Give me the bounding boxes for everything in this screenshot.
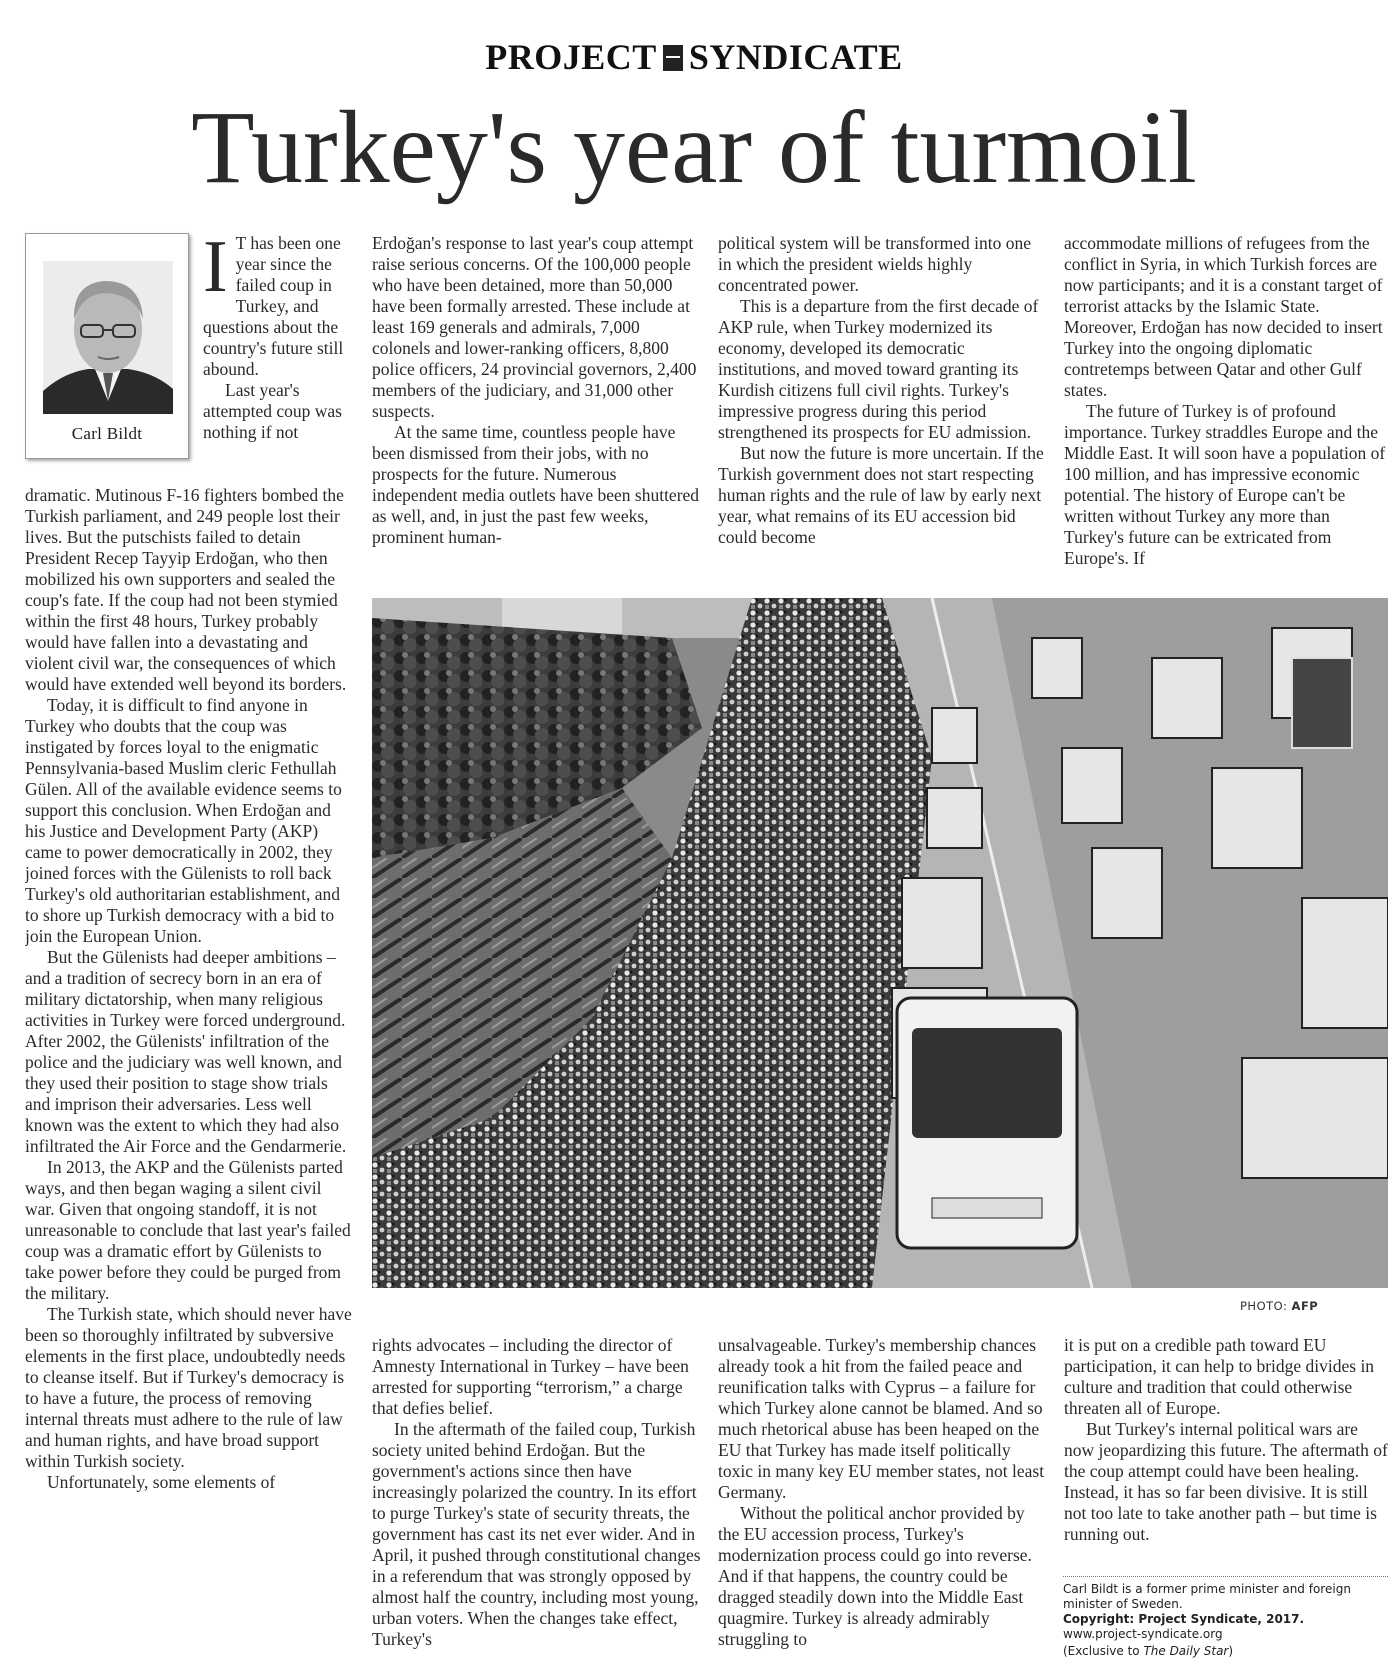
column-4-top: [1064, 233, 1388, 569]
paragraph: The future of Turkey is of profound importance. Turkey straddles Europe and the Middle East. It will soon have a population of 100 million, and has impressive economic potential. The history of Europe can't be written without Turkey any more than Turkey's future can be extricated from Europe's. If: [1064, 401, 1386, 568]
bio-divider: [1063, 1576, 1388, 1577]
drop-cap: I: [203, 226, 228, 308]
column-4-bottom: [1064, 1335, 1388, 1570]
author-bio: [1063, 1582, 1388, 1659]
column-1: [25, 485, 355, 1663]
photo-credit-label: PHOTO:: [1240, 1299, 1288, 1313]
author-name: Carl Bildt: [71, 424, 143, 443]
intro-text: T has been one year since the failed coup in Turkey, and questions about the country's future still abound.: [203, 233, 344, 379]
bio-line: Carl Bildt is a former prime minister and foreign minister of Sweden.: [1063, 1582, 1351, 1611]
article-intro: [203, 226, 351, 443]
exclusive-prefix: (Exclusive to: [1063, 1644, 1144, 1658]
exclusive-note: [1063, 1644, 1388, 1659]
website-link[interactable]: www.project-syndicate.org: [1063, 1627, 1223, 1641]
copyright: Copyright: Project Syndicate, 2017.: [1063, 1612, 1305, 1626]
paragraph: Today, it is difficult to find anyone in Turkey who doubts that the coup was instigated by forces loyal to the enigmatic Pennsylvania-based Muslim cleric Fethullah Gülen. All of the available evidence seems to support this conclusion. When Erdoğan and his Justice and Development Party (AKP) came to power democratically in 2002, they joined forces with the Gülenists to roll back Turkey's old authoritarian establishment, and to shore up Turkish democracy with a bid to join the European Union.: [25, 695, 342, 946]
paragraph: Erdoğan's response to last year's coup attempt raise serious concerns. Of the 100,000 people who have been detained, more than 50,000 have been formally arrested. These include at least 169 generals and admirals, 7,000 colonels and lower-ranking officers, 8,800 police officers, 24 provincial governors, 2,400 members of the judiciary, and 31,000 other suspects.: [372, 233, 697, 421]
paragraph: In the aftermath of the failed coup, Turkish society united behind Erdoğan. But the government's actions since then have increasingly polarized the country. In its effort to purge Turkey's state of security threats, the government has cast its net ever wider. And in April, it pushed through constitutional changes in a referendum that was strongly opposed by almost half the country, including most young, urban voters. When the changes take effect, Turkey's: [372, 1419, 701, 1649]
intro-paragraph-2: Last year's attempted coup was nothing if not: [203, 380, 342, 442]
paragraph: political system will be transformed into one in which the president wields highly concentrated power.: [718, 233, 1031, 295]
paragraph: Without the political anchor provided by the EU accession process, Turkey's modernization process could go into reverse. And if that happens, the country could be dragged steadily down into the Middle East quagmire. Turkey is already admirably struggling to: [718, 1503, 1032, 1649]
photo-credit: [1240, 1299, 1388, 1313]
column-3-bottom: [718, 1335, 1048, 1663]
paragraph: rights advocates – including the director of Amnesty International in Turkey – have been arrested for supporting “terrorism,” a charge that defies belief.: [372, 1335, 689, 1418]
exclusive-suffix: ): [1228, 1644, 1234, 1658]
paragraph: it is put on a credible path toward EU participation, it can help to bridge divides in culture and tradition that could otherwise threaten all of Europe.: [1064, 1335, 1375, 1418]
paragraph: unsalvageable. Turkey's membership chances already took a hit from the failed peace and reunification talks with Cyprus – a failure for which Turkey alone cannot be blamed. And so much rhetorical abuse has been heaped on the EU that Turkey has made itself politically toxic in many key EU member states, not least Germany.: [718, 1335, 1045, 1502]
paragraph: This is a departure from the first decade of AKP rule, when Turkey modernized its economy, developed its democratic institutions, and moved toward granting its Kurdish citizens full civil rights. Turkey's impressive progress during this period strengthened its prospects for EU admission.: [718, 296, 1039, 442]
paragraph: But the Gülenists had deeper ambitions – and a tradition of secrecy born in an era of military dictatorship, when many religious activities in Turkey were forced underground. After 2002, the Gülenists' infiltration of the police and the judiciary was well known, and they used their position to stage show trials and imprison their adversaries. Less well known was the extent to which they had also infiltrated the Air Force and the Gendarmerie.: [25, 947, 347, 1156]
masthead-logo-icon: [663, 45, 683, 71]
paragraph: At the same time, countless people have been dismissed from their jobs, with no prospects for the future. Numerous independent media outlets have been shuttered as well, and, in just the past few weeks, prominent human-: [372, 422, 700, 547]
masthead-right: SYNDICATE: [688, 37, 903, 77]
photo-credit-source: AFP: [1291, 1299, 1319, 1313]
paragraph: accommodate millions of refugees from the conflict in Syria, in which Turkish forces are now participants; and it is a constant target of terrorist attacks by the Islamic State. Moreover, Erdoğan has now decided to insert Turkey into the ongoing diplomatic contretemps between Qatar and other Gulf states.: [1064, 233, 1383, 400]
exclusive-paper: The Daily Star: [1143, 1644, 1229, 1658]
paragraph: Unfortunately, some elements of: [47, 1472, 276, 1492]
paragraph: The Turkish state, which should never have been so thoroughly infiltrated by subversive elements in the first place, undoubtedly needs to cleanse itself. But if Turkey's democracy is to have a future, the process of removing internal threats must adhere to the rule of law and human rights, and have broad support within Turkish society.: [25, 1304, 352, 1471]
column-2-top: [372, 233, 702, 569]
paragraph: But Turkey's internal political wars are now jeopardizing this future. The aftermath of the coup attempt could have been healing. Instead, it has so far been divisive. It is still not too late to take another path – but time is running out.: [1064, 1419, 1388, 1544]
author-box: [25, 233, 189, 459]
paragraph: In 2013, the AKP and the Gülenists parted ways, and then began waging a silent civil war. Given that ongoing standoff, it is not unreasonable to conclude that last year's failed coup was a dramatic effort by Gülenists to take power before they could be purged from the military.: [25, 1157, 351, 1303]
column-2-bottom: [372, 1335, 702, 1663]
column-3-top: [718, 233, 1048, 569]
author-photo: [43, 261, 173, 414]
masthead: [0, 36, 1388, 78]
intro-paragraph: [203, 226, 351, 380]
paragraph: But now the future is more uncertain. If the Turkish government does not start respecting human rights and the rule of law by early next year, what remains of its EU accession bid could become: [718, 443, 1044, 547]
paragraph: dramatic. Mutinous F-16 fighters bombed the Turkish parliament, and 249 people lost their lives. But the putschists failed to detain President Recep Tayyip Erdoğan, who then mobilized his own supporters and sealed the coup's fate. If the coup had not been stymied within the first 48 hours, Turkey probably would have fallen into a devastating and violent civil war, the consequences of which would have extended well beyond its borders.: [25, 485, 347, 694]
protest-march-photo: [372, 598, 1388, 1288]
headline: Turkey's year of turmoil: [191, 90, 1197, 205]
masthead-left: PROJECT: [485, 37, 657, 77]
